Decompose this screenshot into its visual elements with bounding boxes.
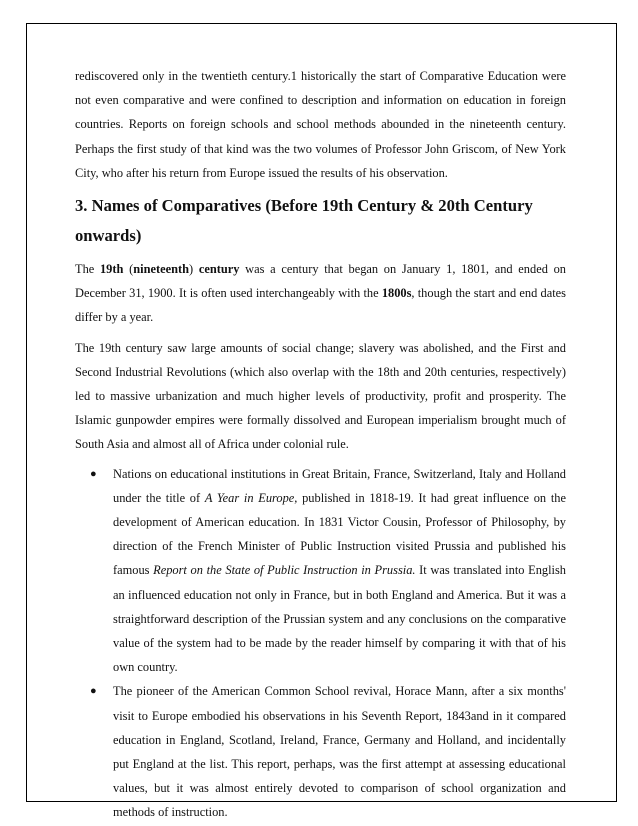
bold-term-1800s: 1800s — [381, 286, 412, 301]
document-body — [75, 64, 566, 825]
intro-paragraph: rediscovered only in the twentieth century.1 historically the start of Comparative Education were not even comparative and were confined to description and information on education in foreign countries. Reports on foreign schools and school methods abounded in the nineteenth century. Perhaps the first study of that kind was the two volumes of Professor John Griscom, of New York City, who after his return from Europe issued the results of his observation. — [75, 69, 566, 180]
bullet-list — [75, 462, 566, 825]
text-run: ( — [123, 262, 134, 277]
text-run: was a century that began on January 1, 1801, and ended on December 31, 1900. It is often used interchangeably with the — [75, 262, 566, 301]
text-run: published in 1818-19. It had great influence on the development of American education. In 1831 Victor Cousin, Professor of Philosophy, by direction of the French Minister of Public Instruction visited Prussia and published his famous — [113, 490, 566, 578]
bullet-icon: ● — [90, 685, 97, 698]
text-run: ) — [189, 262, 199, 277]
bold-term-19th: 19th — [99, 262, 124, 277]
bold-term-century: century — [198, 262, 240, 277]
bold-term-nineteenth: nineteenth — [133, 262, 190, 277]
text-run: , though the start and end dates differ by a year. — [75, 286, 566, 325]
list-item — [75, 462, 566, 680]
bullet-icon: ● — [90, 467, 97, 480]
list-item — [75, 679, 566, 824]
italic-title: Report on the State of Public Instruction in Prussia. — [153, 563, 416, 578]
italic-title: A Year in Europe, — [204, 490, 298, 505]
section-heading: 3. Names of Comparatives (Before 19th Century & 20th Century onwards) — [75, 196, 533, 246]
list-item-text: The pioneer of the American Common School revival, Horace Mann, after a six months' visit to Europe embodied his observations in his Seventh Report, 1843and in it compared education in England, Scotland, Ireland, France, Germany and Holland, and incidentally put England at the list. This report, perhaps, was the first attempt at assessing educational values, but it was almost entirely devoted to comparison of school organization and methods of instruction. — [113, 684, 566, 820]
social-change-paragraph: The 19th century saw large amounts of social change; slavery was abolished, and the First and Second Industrial Revolutions (which also overlap with the 18th and 20th centuries, respectively) led to massive urbanization and much higher levels of productivity, profit and prosperity. The Islamic gunpowder empires were formally dissolved and European imperialism brought much of South Asia and almost all of Africa under colonial rule. — [75, 340, 566, 452]
text-run: The — [75, 262, 100, 277]
text-run: It was translated into English an influenced education not only in France, but in both England and America. But it was a straightforward description of the Prussian system and any conclusions on the comparative value of the system had to be made by the reader himself by comparing it with that of his own country. — [113, 563, 566, 675]
text-run: Nations on educational institutions in Great Britain, France, Switzerland, Italy and Holland under the title of — [113, 466, 566, 505]
nineteenth-century-paragraph — [75, 257, 566, 330]
